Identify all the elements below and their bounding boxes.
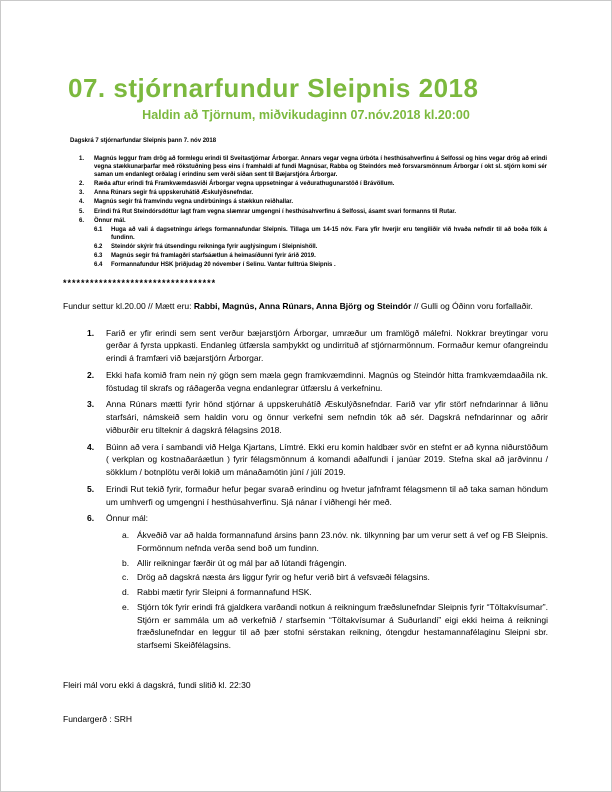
meeting-opened-text: Fundur settur kl.20.00 // Mætt eru: [63,301,194,312]
agenda-item [79,198,547,206]
minutes-item [87,512,548,525]
agenda-item [79,180,547,188]
item-number: 6.4 [94,262,103,269]
minutes-list [87,327,548,652]
agenda-list [79,155,547,269]
page-title: 07. stjórnarfundur Sleipnis 2018 [68,73,479,103]
item-number: 3. [79,190,85,197]
item-text: Önnur mál: [106,513,149,524]
minutes-item [87,369,548,395]
item-text: Ræða aftur erindi frá Framkvæmdasviði Árborgar vegna uppsetningar á veðurathugunarstöð í Brávöllum. [94,181,395,188]
item-text: Magnús segir frá framlagðri starfsáætlun á heimasíðunni fyrir árið 2019. [111,253,316,260]
item-number: 1. [87,327,95,338]
item-text: Magnús segir frá framvindu vegna undirbúnings á stækkun reiðhallar. [94,199,294,206]
item-number: 4. [87,441,95,452]
item-text: Stjórn tók fyrir erindi frá gjaldkera varðandi notkun á reikningum fræðslunefndar Sleipnis fyrir “Töltakvísumar”. Stjórn er sammála um að verkefnið / starfsemin “Töltakvísumar á Suðurlandi” eigi ekki heima á reikningi fræðslunefndar en leggur til að þær stofni sérstakan reikning, ótengdur hestamannafélaginu Sleipni sbr. starfsemi Skeiðfélagsins. [137,601,548,651]
agenda-subitem [94,252,547,260]
minutes-item [87,441,548,479]
minutes-item [87,327,548,365]
item-number: e. [122,601,130,612]
item-text: Ákveðið var að halda formannafund ársins þann 23.nóv. nk. tilkynning þar um verur sett á vef og FB Sleipnis. Formönnum nefnda verða send boð um fundinn. [137,530,548,553]
minutes-item [87,398,548,436]
agenda-subitem [94,261,547,269]
attendance-line [63,299,549,313]
minutes-subitem [122,571,548,584]
item-number: b. [122,557,130,568]
signature-line: Fundargerð : SRH [63,713,132,724]
item-number: 6.3 [94,253,103,260]
item-text: Steindór skýrir frá útsendingu reikninga fyrir auglýsingum í Sleipnishöll. [111,243,318,250]
item-text: Anna Rúnars mætti fyrir hönd stjórnar á uppskeruhátíð Æskulýðsnefndar. Farið var yfir störf nefndarinnar á liðnu starfsári, námskeið sem haldin voru og önnur verkefni sem nefndin tók að sér. Dagskrá nefndarinnar og aðrir viðburðir eru tilteknir á dagskrá félagsins 2018. [106,399,548,435]
item-text: Huga að vali á dagsetningu árlegs formannafundar Sleipnis. Tillaga um 14-15 nóv. Fara yfir hverjir eru tengiliðir við hvaða nefndir til að boða fólk á fundinn. [111,226,547,241]
agenda-item [79,217,547,225]
agenda-item [79,189,547,197]
attendee-names: Rabbi, Magnús, Anna Rúnars, Anna Björg og Steindór [193,301,412,312]
item-text: Anna Rúnars segir frá uppskeruhátíð Æskulýðsnefndar. [94,190,254,197]
agenda-heading: Dagskrá 7 stjórnarfundar Sleipnis þann 7. nóv 2018 [70,138,217,144]
agenda-subitem [94,226,547,242]
item-text: Allir reikningar færðir út og mál þar að lútandi frágengin. [137,557,347,568]
item-text: Magnús leggur fram drög að formlegu erindi til Sveitastjórnar Árborgar. Annars vegar vegna úrbóta í hesthúsahverfinu á Selfossi og hins vegar drög að erindi vegna stækkunarþarfar með rökstuðning þess eins í framhaldi af fundi Magnúsar, Rabba og Steindórs með forsvarsmönnum Árborgar í okt sl. stjórn komi sér saman um endanlegt orðalag í erindinu sem verði síðan sent til Bæjarstjóra Árborgar. [94,156,547,179]
item-text: Formannafundur HSK þriðjudag 20 nóvember í Selinu. Vantar fulltrúa Sleipnis . [111,262,336,269]
minutes-subitem [122,586,548,599]
agenda-subitem [94,243,547,251]
item-number: d. [122,587,130,598]
item-number: 2. [87,369,95,380]
item-number: 6.1 [94,226,103,233]
item-number: 3. [87,399,95,410]
item-number: c. [122,572,129,583]
item-text: Erindi Rut tekið fyrir, formaður hefur þegar svarað erindinu og hvetur jafnframt félagsmenn til að taka saman höndum um umhverfi og umgengni í hesthúsahverfinu. Sjá nánar í viðhengi hér með. [106,483,548,507]
item-number: 6. [79,217,85,224]
item-number: 1. [79,156,85,162]
minutes-item [87,483,548,509]
item-number: 5. [87,483,95,494]
minutes-subitem [122,601,548,652]
item-number: 5. [79,208,85,215]
agenda-item [79,208,547,216]
separator-asterisks: ********************************** [63,278,217,289]
item-number: 6. [87,513,95,524]
item-text: Önnur mál. [94,217,126,224]
item-text: Búinn að vera í sambandi við Helga Kjartans, Límtré. Ekki eru komin haldbær svör en stefnt er að kynna niðurstöðum ( verkplan og kostnaðaráætlun ) fyrir félagsmönnum á komandi aðalfundi í janúar 2019. Stefna skal að jarðvinnu / sökklum / botnplötu verði lokið um mánaðamótin júní / júlí 2019. [106,441,548,478]
agenda-item [79,155,547,179]
item-text: Ekki hafa komið fram nein ný gögn sem mæla gegn framkvæmdinni. Magnús og Steindór hitta framkvæmdaaðila nk. föstudag til skrafs og ráðagerða vegna endanlegrar útfærslu á verkefninu. [106,369,548,393]
item-text: Drög að dagskrá næsta árs liggur fyrir og hefur verið birt á vefsvæði félagsins. [137,572,430,583]
closing-line: Fleiri mál voru ekki á dagskrá, fundi slitið kl. 22:30 [63,679,251,690]
page-subtitle: Haldin að Tjörnum, miðvikudaginn 07.nóv.2018 kl.20:00 [142,108,470,122]
item-number: 6.2 [94,243,103,250]
item-text: Farið er yfir erindi sem sent verður bæjarstjórn Árborgar, umræður um framlögð málefni. Nokkrar breytingar voru gerðar á fyrsta uppkasti. Endanleg útfærsla samþykkt og undirrituð af stjórnarmönnum. Formaður kemur ofangreindu erindi á framfæri við bæjarstjórn Árborgar. [106,327,548,364]
item-text: Erindi frá Rut Steindórsdóttur lagt fram vegna slæmrar umgengni í hesthúsahverfinu á Selfossi, ásamt svari formanns til Rutar. [94,208,457,215]
item-number: 2. [79,181,85,188]
absentees-text: // Gulli og Óðinn voru forfallaðir. [411,301,533,312]
item-text: Rabbi mætir fyrir Sleipni á formannafund HSK. [137,587,312,598]
item-number: 4. [79,199,85,206]
item-number: a. [122,530,130,541]
minutes-subitem [122,529,548,555]
minutes-subitem [122,557,548,570]
